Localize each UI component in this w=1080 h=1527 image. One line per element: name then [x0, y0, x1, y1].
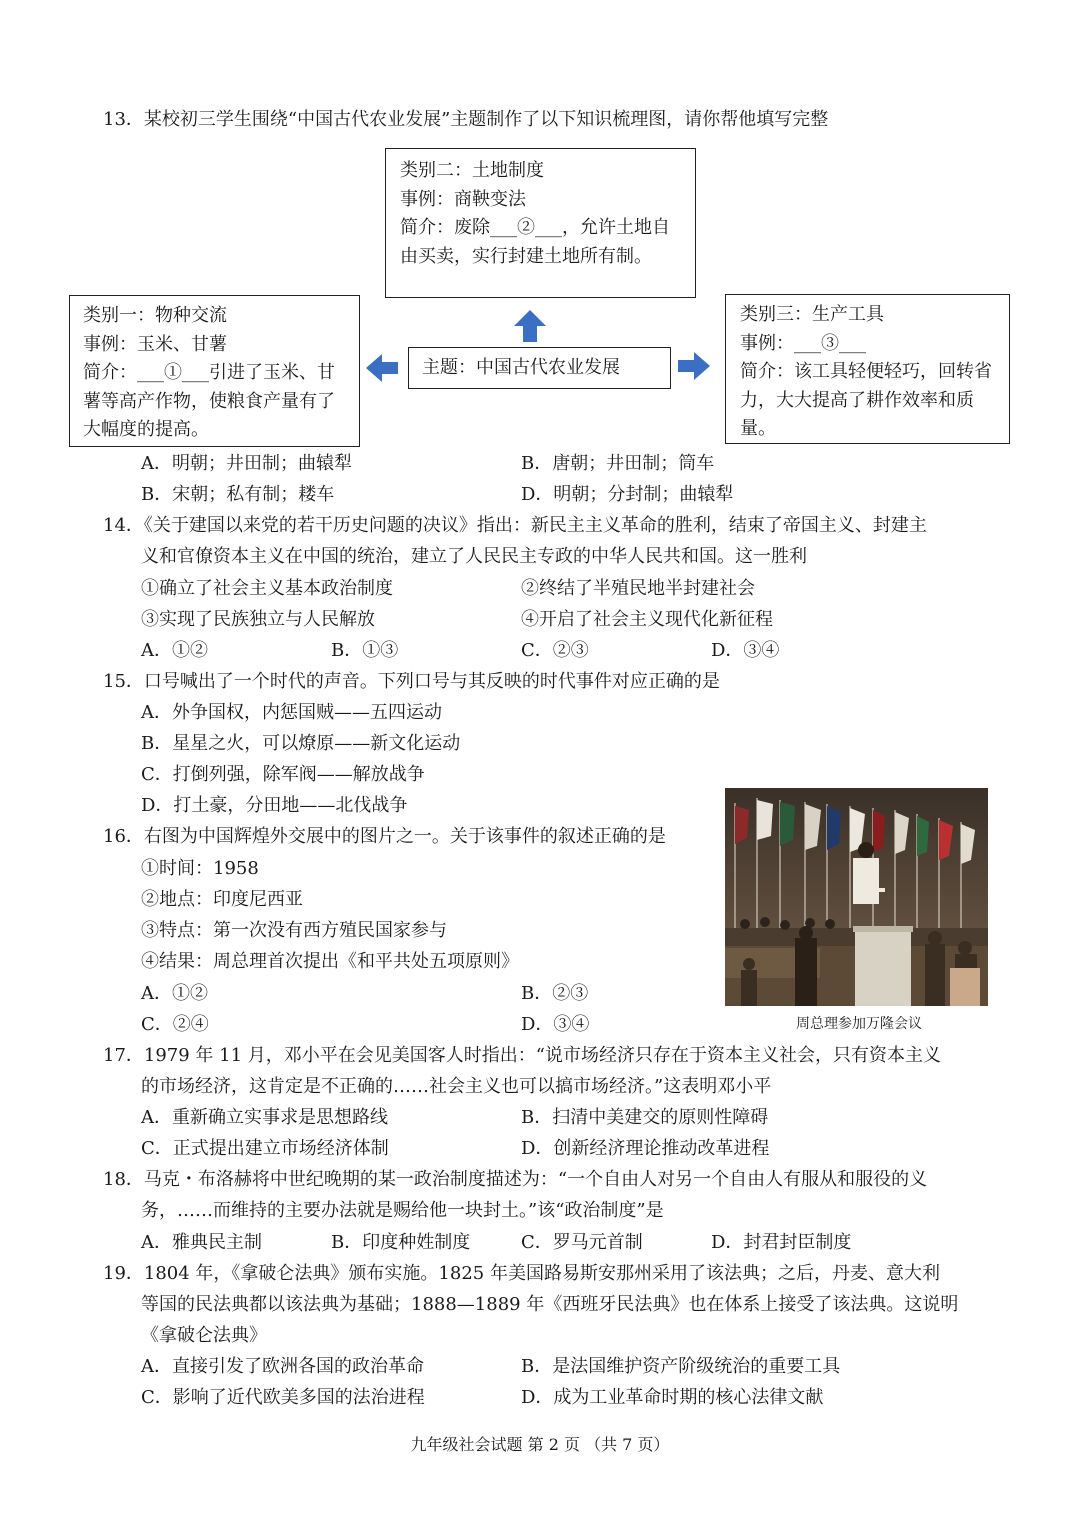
arrow-up-icon	[512, 308, 548, 344]
box-line: 力，大大提高了耕作效率和质	[740, 389, 974, 411]
option-d: D．③④	[711, 640, 780, 661]
q14-item: ④开启了社会主义现代化新征程	[521, 609, 773, 630]
option-a: A．重新确立实事求是思想路线	[141, 1107, 388, 1128]
option-a: A．①②	[141, 640, 208, 661]
bandung-conference-photo	[725, 788, 988, 1006]
box-line: 薯等高产作物，使粮食产量有了	[83, 390, 335, 412]
option-a: A．外争国权，内惩国贼——五四运动	[141, 702, 442, 723]
option-d: D．创新经济理论推动改革进程	[521, 1138, 770, 1159]
option-a: A．雅典民主制	[141, 1232, 262, 1253]
box-line: 类别三：生产工具	[740, 304, 884, 325]
page-footer: 九年级社会试题 第 2 页 （共 7 页）	[410, 1435, 670, 1454]
q16-item: ④结果：周总理首次提出《和平共处五项原则》	[141, 951, 519, 972]
option-b: B．印度种姓制度	[331, 1232, 471, 1253]
box-line: 简介：该工具轻便轻巧，回转省	[740, 361, 992, 382]
q16-item: ②地点：印度尼西亚	[141, 889, 303, 910]
option-b: B．①③	[331, 640, 399, 661]
arrow-right-icon	[676, 350, 712, 382]
concept-box-species-exchange	[69, 295, 360, 447]
option-b: B．星星之火，可以燎原——新文化运动	[141, 733, 461, 754]
option-b: B．唐朝；井田制；筒车	[521, 453, 715, 474]
q19-stem-line: 等国的民法典都以该法典为基础；1888—1889 年《西班牙民法典》也在体系上接受了该法典。这说明	[141, 1294, 959, 1315]
box-line: 量。	[740, 418, 776, 439]
option-a: A．直接引发了欧洲各国的政治革命	[141, 1356, 424, 1377]
option-b: B．②③	[521, 983, 589, 1004]
q18-stem-line: 务，……而维持的主要办法就是赐给他一块封土。”该“政治制度”是	[141, 1200, 664, 1221]
option-d: D．成为工业革命时期的核心法律文献	[521, 1387, 824, 1408]
q17-stem-line: 17．1979 年 11 月，邓小平在会见美国客人时指出：“说市场经济只存在于资本主义社会，只有资本主义	[103, 1045, 941, 1066]
arrow-left-icon	[364, 352, 400, 384]
q14-item: ③实现了民族独立与人民解放	[141, 609, 375, 630]
box-line: 类别二：土地制度	[400, 160, 544, 181]
q16-stem: 16．右图为中国辉煌外交展中的图片之一。关于该事件的叙述正确的是	[103, 826, 666, 847]
q17-stem-line: 的市场经济，这肯定是不正确的……社会主义也可以搞市场经济。”这表明邓小平	[141, 1076, 772, 1097]
box-line: 事例：商鞅变法	[400, 188, 526, 210]
q18-stem-line: 18．马克・布洛赫将中世纪晚期的某一政治制度描述为：“一个自由人对另一个自由人有服从和服役的义	[103, 1169, 928, 1190]
concept-box-land-system	[385, 148, 696, 298]
center-theme-label: 主题：中国古代农业发展	[422, 357, 620, 378]
option-c: C．②④	[141, 1014, 209, 1035]
option-c: C．影响了近代欧美多国的法治进程	[141, 1387, 425, 1408]
photo-caption: 周总理参加万隆会议	[796, 1016, 922, 1032]
q14-stem-line: 义和官僚资本主义在中国的统治，建立了人民民主专政的中华人民共和国。这一胜利	[141, 546, 807, 567]
box-line: 简介：废除___②___，允许土地自	[400, 217, 670, 238]
q19-stem-line: 《拿破仑法典》	[141, 1325, 267, 1346]
box-line: 由买卖，实行封建土地所有制。	[400, 245, 652, 267]
q16-item: ③特点：第一次没有西方殖民国家参与	[141, 920, 447, 941]
concept-box-production-tools	[725, 294, 1010, 444]
q16-item: ①时间：1958	[141, 858, 259, 879]
option-b: B．扫清中美建交的原则性障碍	[521, 1107, 769, 1128]
option-d: D．③④	[521, 1014, 590, 1035]
q13-stem: 13．某校初三学生围绕“中国古代农业发展”主题制作了以下知识梳理图，请你帮他填写完整	[103, 109, 829, 130]
box-line: 大幅度的提高。	[83, 419, 209, 440]
box-line: 事例：玉米、甘薯	[83, 333, 227, 355]
q19-stem-line: 19．1804 年，《拿破仑法典》颁布实施。1825 年美国路易斯安那州采用了该法典；之后，丹麦、意大利	[103, 1263, 940, 1284]
option-c: C．罗马元首制	[521, 1232, 643, 1253]
option-c: C．正式提出建立市场经济体制	[141, 1138, 389, 1159]
q14-item: ①确立了社会主义基本政治制度	[141, 578, 393, 599]
q15-stem: 15．口号喊出了一个时代的声音。下列口号与其反映的时代事件对应正确的是	[103, 671, 720, 692]
center-theme-box	[408, 347, 671, 389]
option-c: C．打倒列强，除军阀——解放战争	[141, 764, 425, 785]
option-c: B．宋朝；私有制；耧车	[141, 484, 335, 505]
q14-item: ②终结了半殖民地半封建社会	[521, 578, 755, 599]
option-d: D．打土豪，分田地——北伐战争	[141, 795, 408, 816]
option-d: D．明朝；分封制；曲辕犁	[521, 484, 734, 505]
option-c: C．②③	[521, 640, 589, 661]
box-line: 事例：___③___	[740, 332, 866, 354]
box-line: 简介：___①___引进了玉米、甘	[83, 362, 335, 383]
box-line: 类别一：物种交流	[83, 305, 227, 326]
option-b: B．是法国维护资产阶级统治的重要工具	[521, 1356, 841, 1377]
option-a: A．①②	[141, 983, 208, 1004]
q14-stem-line: 14．《关于建国以来党的若干历史问题的决议》指出：新民主主义革命的胜利，结束了帝国主义、封建主	[103, 515, 927, 536]
option-a: A．明朝；井田制；曲辕犁	[141, 453, 352, 474]
option-d: D．封君封臣制度	[711, 1232, 852, 1253]
